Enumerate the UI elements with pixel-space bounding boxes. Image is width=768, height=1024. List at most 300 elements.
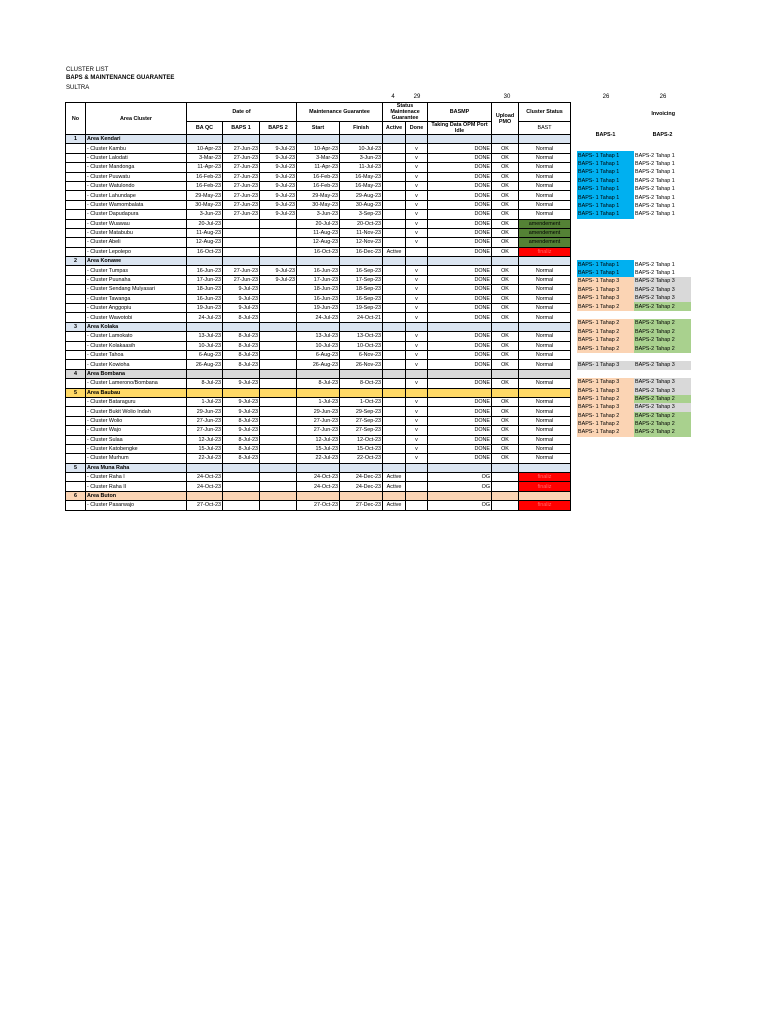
cell-baps1: 27-Jun-23 bbox=[223, 181, 260, 190]
cell-inv-baps2: BAPS-2 Tahap 3 bbox=[634, 386, 691, 394]
cell-ba-qc: 29-Jun-23 bbox=[187, 407, 223, 416]
cell-start: 24-Oct-23 bbox=[297, 473, 340, 482]
cell-ba-qc: 30-May-23 bbox=[187, 200, 223, 209]
cell-cluster-name: - Cluster Anggopiu bbox=[86, 304, 187, 313]
cell-baps1: 8-Jul-23 bbox=[223, 360, 260, 369]
inv-row bbox=[577, 344, 691, 352]
cell-inv-baps1: BAPS- 1 Tahap 2 bbox=[577, 328, 634, 336]
cell-basmp: DONE bbox=[428, 200, 492, 209]
cluster-table bbox=[65, 102, 571, 511]
cell-upload: OK bbox=[492, 191, 519, 200]
cell-done: v bbox=[406, 210, 428, 219]
cell-cluster-name: - Cluster Pasarwajo bbox=[86, 501, 187, 510]
cell-baps1 bbox=[223, 228, 260, 237]
cluster-row bbox=[66, 219, 571, 228]
cluster-row bbox=[66, 313, 571, 322]
cell-basmp: DONE bbox=[428, 238, 492, 247]
cell-done: v bbox=[406, 360, 428, 369]
cell-status: Normal bbox=[519, 379, 571, 388]
cell-finish: 30-Aug-23 bbox=[340, 200, 383, 209]
cell-no bbox=[66, 397, 86, 406]
cell-upload: OK bbox=[492, 379, 519, 388]
cell-active: Active bbox=[383, 501, 406, 510]
cluster-row bbox=[66, 294, 571, 303]
cell-basmp: DONE bbox=[428, 294, 492, 303]
cell-ba-qc: 11-Apr-23 bbox=[187, 163, 223, 172]
cell-upload: OK bbox=[492, 266, 519, 275]
cell-no bbox=[66, 482, 86, 491]
cell-basmp: DONE bbox=[428, 275, 492, 284]
cell-start: 16-Jun-23 bbox=[297, 266, 340, 275]
cell-active bbox=[383, 210, 406, 219]
cell-baps1: 8-Jul-23 bbox=[223, 444, 260, 453]
cell-finish: 22-Oct-23 bbox=[340, 454, 383, 463]
inv-spacer-row bbox=[577, 252, 691, 260]
cluster-row bbox=[66, 238, 571, 247]
cell-baps1: 9-Jul-23 bbox=[223, 397, 260, 406]
cell-status: Normal bbox=[519, 341, 571, 350]
cell-ba-qc: 12-Aug-23 bbox=[187, 238, 223, 247]
cell-start: 29-Jun-23 bbox=[297, 407, 340, 416]
cell-cluster-name: - Cluster Lepolepo bbox=[86, 247, 187, 256]
cell-done: v bbox=[406, 285, 428, 294]
cell-ba-qc: 24-Jul-23 bbox=[187, 313, 223, 322]
cell-cluster-name: - Cluster Wawotobi bbox=[86, 313, 187, 322]
cell-cluster-name: - Cluster Murhum bbox=[86, 454, 187, 463]
cell-inv-baps1 bbox=[577, 235, 634, 243]
cell-inv-baps1: BAPS- 1 Tahap 1 bbox=[577, 269, 634, 277]
inv-row bbox=[577, 403, 691, 411]
cell-start: 24-Jul-23 bbox=[297, 313, 340, 322]
cell-baps1 bbox=[223, 482, 260, 491]
cell-cluster-name: - Cluster Wuawau bbox=[86, 219, 187, 228]
cell-inv-baps1: BAPS- 1 Tahap 2 bbox=[577, 420, 634, 428]
cell-cluster-name: - Cluster Bukit Wolio Indah bbox=[86, 407, 187, 416]
cell-done: v bbox=[406, 153, 428, 162]
cluster-row bbox=[66, 426, 571, 435]
cluster-row bbox=[66, 473, 571, 482]
cell-finish: 8-Oct-23 bbox=[340, 379, 383, 388]
cell-basmp: DONE bbox=[428, 444, 492, 453]
cell-upload: OK bbox=[492, 200, 519, 209]
cluster-row bbox=[66, 247, 571, 256]
cell-no bbox=[66, 144, 86, 153]
cell-upload: OK bbox=[492, 454, 519, 463]
cell-baps1: 8-Jul-23 bbox=[223, 454, 260, 463]
cell-done: v bbox=[406, 416, 428, 425]
cell-baps1: 9-Jul-23 bbox=[223, 426, 260, 435]
cluster-row bbox=[66, 200, 571, 209]
cell-baps1: 27-Jun-23 bbox=[223, 163, 260, 172]
cell-basmp: DONE bbox=[428, 163, 492, 172]
cell-baps2 bbox=[260, 247, 297, 256]
cell-inv-baps1: BAPS- 1 Tahap 1 bbox=[577, 260, 634, 268]
cell-inv-baps1: BAPS- 1 Tahap 3 bbox=[577, 378, 634, 386]
doc-title-cluster-list: CLUSTER LIST bbox=[66, 67, 109, 73]
cell-baps1: 8-Jul-23 bbox=[223, 435, 260, 444]
cell-inv-baps2: BAPS-2 Tahap 1 bbox=[635, 160, 675, 167]
inv-row bbox=[577, 151, 691, 159]
cell-inv-baps1 bbox=[577, 445, 634, 453]
cell-finish: 16-Sep-23 bbox=[340, 294, 383, 303]
cell-active bbox=[383, 163, 406, 172]
cell-upload: OK bbox=[492, 397, 519, 406]
cell-start: 16-Jun-23 bbox=[297, 294, 340, 303]
cell-status: Normal bbox=[519, 163, 571, 172]
inv-row bbox=[577, 210, 691, 218]
cell-status: finaliz bbox=[519, 501, 571, 510]
cell-basmp: OG bbox=[428, 501, 492, 510]
cell-status: Normal bbox=[519, 144, 571, 153]
cluster-row bbox=[66, 482, 571, 491]
cell-baps2 bbox=[260, 454, 297, 463]
cell-status: finaliz bbox=[519, 247, 571, 256]
area-row bbox=[66, 257, 571, 266]
cell-ba-qc: 27-Oct-23 bbox=[187, 501, 223, 510]
cell-inv-baps2: BAPS-2 Tahap 1 bbox=[635, 186, 675, 193]
cell-finish: 24-Oct-21 bbox=[340, 313, 383, 322]
cluster-row bbox=[66, 332, 571, 341]
doc-title-baps: BAPS & MAINTENANCE GUARANTEE bbox=[66, 75, 175, 81]
cell-upload: OK bbox=[492, 416, 519, 425]
cell-finish: 1-Oct-23 bbox=[340, 397, 383, 406]
cell-inv-baps2: BAPS-2 Tahap 2 bbox=[634, 336, 691, 344]
cell-basmp: DONE bbox=[428, 360, 492, 369]
cell-finish: 13-Oct-23 bbox=[340, 332, 383, 341]
invoicing-table bbox=[577, 102, 691, 479]
count-baps2: 26 bbox=[659, 94, 667, 100]
cell-no bbox=[66, 153, 86, 162]
col-start: Start bbox=[297, 122, 340, 135]
cell-baps2 bbox=[260, 379, 297, 388]
cell-upload bbox=[492, 501, 519, 510]
cell-inv-baps1: BAPS- 1 Tahap 1 bbox=[577, 202, 634, 210]
cell-cluster-name: - Cluster Matabubu bbox=[86, 228, 187, 237]
cell-baps1: 27-Jun-23 bbox=[223, 266, 260, 275]
cell-cluster-name: - Cluster Lahundape bbox=[86, 191, 187, 200]
cell-inv-baps1: BAPS- 1 Tahap 2 bbox=[577, 336, 634, 344]
cell-active bbox=[383, 285, 406, 294]
cell-cluster-name: - Cluster Abeli bbox=[86, 238, 187, 247]
cell-baps1: 8-Jul-23 bbox=[223, 350, 260, 359]
cell-no bbox=[66, 473, 86, 482]
cell-done: v bbox=[406, 332, 428, 341]
cell-finish: 26-Nov-23 bbox=[340, 360, 383, 369]
cell-inv-baps2: BAPS-2 Tahap 2 bbox=[634, 328, 691, 336]
cell-done: v bbox=[406, 313, 428, 322]
col-finish: Finish bbox=[340, 122, 383, 135]
cell-no bbox=[66, 426, 86, 435]
cell-inv-baps2: BAPS-2 Tahap 1 bbox=[635, 211, 675, 218]
cell-done: v bbox=[406, 294, 428, 303]
area-no: 5 bbox=[66, 388, 86, 397]
cell-no bbox=[66, 379, 86, 388]
cell-cluster-name: - Cluster Wamombalata bbox=[86, 200, 187, 209]
cell-inv-baps2: BAPS-2 Tahap 3 bbox=[634, 286, 691, 294]
cell-status: Normal bbox=[519, 294, 571, 303]
cell-start: 22-Jul-23 bbox=[297, 454, 340, 463]
area-name: Area Kendari bbox=[86, 135, 187, 144]
cell-active bbox=[383, 153, 406, 162]
cell-cluster-name: - Cluster Sendang Mulyasari bbox=[86, 285, 187, 294]
cell-start: 16-Feb-23 bbox=[297, 181, 340, 190]
cell-baps2: 9-Jul-23 bbox=[260, 200, 297, 209]
cell-upload: OK bbox=[492, 172, 519, 181]
cell-start: 26-Aug-23 bbox=[297, 360, 340, 369]
cell-no bbox=[66, 210, 86, 219]
col-inv-baps1: BAPS-1 bbox=[595, 131, 616, 138]
inv-row bbox=[577, 269, 691, 277]
cell-upload: OK bbox=[492, 153, 519, 162]
cell-cluster-name: - Cluster Raha I bbox=[86, 473, 187, 482]
cell-upload: OK bbox=[492, 350, 519, 359]
cell-upload: OK bbox=[492, 228, 519, 237]
cell-upload: OK bbox=[492, 285, 519, 294]
cell-status: Normal bbox=[519, 304, 571, 313]
cell-inv-baps1: BAPS- 1 Tahap 2 bbox=[577, 412, 634, 420]
cell-active bbox=[383, 454, 406, 463]
cell-inv-baps2: BAPS-2 Tahap 1 bbox=[635, 202, 675, 209]
inv-row bbox=[577, 336, 691, 344]
col-baps2: BAPS 2 bbox=[260, 122, 297, 135]
cell-upload: OK bbox=[492, 144, 519, 153]
cell-inv-baps1: BAPS- 1 Tahap 1 bbox=[577, 160, 634, 168]
cell-baps2: 9-Jul-23 bbox=[260, 266, 297, 275]
cell-upload: OK bbox=[492, 304, 519, 313]
cell-ba-qc: 27-Jun-23 bbox=[187, 426, 223, 435]
cell-start: 11-Apr-23 bbox=[297, 163, 340, 172]
cell-basmp: DONE bbox=[428, 172, 492, 181]
col-status-mg: Status Maintenace Guarantee bbox=[383, 103, 428, 122]
cell-active bbox=[383, 219, 406, 228]
cell-ba-qc: 19-Jun-23 bbox=[187, 304, 223, 313]
cell-done: v bbox=[406, 238, 428, 247]
inv-row bbox=[577, 286, 691, 294]
cluster-row bbox=[66, 153, 571, 162]
cell-done: v bbox=[406, 426, 428, 435]
cell-done: v bbox=[406, 397, 428, 406]
cell-start: 27-Jun-23 bbox=[297, 416, 340, 425]
cell-ba-qc: 12-Jul-23 bbox=[187, 435, 223, 444]
area-no: 6 bbox=[66, 491, 86, 500]
cell-status: Normal bbox=[519, 200, 571, 209]
area-no: 4 bbox=[66, 369, 86, 378]
cell-inv-baps1: BAPS- 1 Tahap 1 bbox=[577, 168, 634, 176]
cell-status: Normal bbox=[519, 266, 571, 275]
cell-basmp: DONE bbox=[428, 397, 492, 406]
cell-ba-qc: 16-Feb-23 bbox=[187, 172, 223, 181]
cell-inv-baps1 bbox=[577, 453, 634, 461]
cell-inv-baps2: BAPS-2 Tahap 2 bbox=[634, 412, 691, 420]
area-no: 1 bbox=[66, 135, 86, 144]
cell-no bbox=[66, 191, 86, 200]
cluster-row bbox=[66, 407, 571, 416]
cell-inv-baps1 bbox=[577, 219, 634, 227]
cell-active: Active bbox=[383, 247, 406, 256]
inv-spacer-row bbox=[577, 143, 691, 151]
col-inv-baps2: BAPS-2 bbox=[652, 131, 673, 138]
cell-baps1: 27-Jun-23 bbox=[223, 275, 260, 284]
cell-basmp: DONE bbox=[428, 181, 492, 190]
cell-status: amendement bbox=[519, 219, 571, 228]
inv-row bbox=[577, 412, 691, 420]
cell-active bbox=[383, 379, 406, 388]
cell-basmp: DONE bbox=[428, 247, 492, 256]
cell-upload: OK bbox=[492, 163, 519, 172]
cell-status: Normal bbox=[519, 416, 571, 425]
inv-row bbox=[577, 445, 691, 453]
area-row bbox=[66, 491, 571, 500]
cell-inv-baps2: BAPS-2 Tahap 1 bbox=[635, 261, 675, 268]
cell-done bbox=[406, 501, 428, 510]
cell-no bbox=[66, 266, 86, 275]
cell-status: Normal bbox=[519, 275, 571, 284]
cell-finish: 16-Dec-23 bbox=[340, 247, 383, 256]
cell-ba-qc: 18-Jun-23 bbox=[187, 285, 223, 294]
cell-done: v bbox=[406, 444, 428, 453]
cell-cluster-name: - Cluster Lamokato bbox=[86, 332, 187, 341]
cell-inv-baps1: BAPS- 1 Tahap 1 bbox=[577, 177, 634, 185]
cell-active bbox=[383, 350, 406, 359]
cell-start: 10-Jul-23 bbox=[297, 341, 340, 350]
cell-inv-baps2 bbox=[634, 227, 691, 235]
cell-cluster-name: - Cluster Katobengke bbox=[86, 444, 187, 453]
cell-finish: 3-Jun-23 bbox=[340, 153, 383, 162]
cell-upload: OK bbox=[492, 275, 519, 284]
cell-baps2 bbox=[260, 341, 297, 350]
col-taking-data: Taking Data OPM Port Idle bbox=[428, 122, 492, 135]
cluster-row bbox=[66, 181, 571, 190]
cell-ba-qc: 1-Jul-23 bbox=[187, 397, 223, 406]
cluster-row bbox=[66, 379, 571, 388]
inv-row bbox=[577, 227, 691, 235]
inv-row bbox=[577, 219, 691, 227]
cell-done: v bbox=[406, 435, 428, 444]
inv-row bbox=[577, 470, 691, 478]
cell-inv-baps1: BAPS- 1 Tahap 2 bbox=[577, 319, 634, 327]
cell-ba-qc: 8-Jul-23 bbox=[187, 379, 223, 388]
cell-no bbox=[66, 172, 86, 181]
cell-finish: 12-Nov-23 bbox=[340, 238, 383, 247]
cell-done: v bbox=[406, 172, 428, 181]
cell-basmp: DONE bbox=[428, 379, 492, 388]
cell-basmp: DONE bbox=[428, 304, 492, 313]
cell-cluster-name: - Cluster Tawanga bbox=[86, 294, 187, 303]
cell-done: v bbox=[406, 379, 428, 388]
cell-done: v bbox=[406, 219, 428, 228]
cell-start: 27-Oct-23 bbox=[297, 501, 340, 510]
col-invoicing: Invoicing bbox=[651, 111, 676, 117]
cell-inv-baps1: BAPS- 1 Tahap 3 bbox=[577, 403, 634, 411]
cell-finish: 27-Dec-23 bbox=[340, 501, 383, 510]
col-ba-qc: BA QC bbox=[187, 122, 223, 135]
cell-basmp: DONE bbox=[428, 285, 492, 294]
cell-ba-qc: 17-Jun-23 bbox=[187, 275, 223, 284]
cell-no bbox=[66, 332, 86, 341]
cell-done: v bbox=[406, 266, 428, 275]
cell-finish: 19-Sep-23 bbox=[340, 304, 383, 313]
cell-ba-qc: 3-Jun-23 bbox=[187, 210, 223, 219]
cell-no bbox=[66, 501, 86, 510]
inv-row bbox=[577, 378, 691, 386]
cell-baps2 bbox=[260, 482, 297, 491]
cell-ba-qc: 27-Jun-23 bbox=[187, 416, 223, 425]
doc-region: SULTRA bbox=[66, 85, 90, 91]
cell-status: Normal bbox=[519, 397, 571, 406]
count-done: 29 bbox=[413, 94, 421, 100]
inv-row bbox=[577, 319, 691, 327]
cell-baps1: 8-Jul-23 bbox=[223, 341, 260, 350]
cell-active bbox=[383, 407, 406, 416]
cell-upload: OK bbox=[492, 332, 519, 341]
cell-finish: 29-Aug-23 bbox=[340, 191, 383, 200]
cell-done: v bbox=[406, 454, 428, 463]
cell-upload: OK bbox=[492, 426, 519, 435]
cell-status: Normal bbox=[519, 210, 571, 219]
cell-cluster-name: - Cluster Kolakaasih bbox=[86, 341, 187, 350]
cell-cluster-name: - Cluster Raha II bbox=[86, 482, 187, 491]
cell-inv-baps1: BAPS- 1 Tahap 2 bbox=[577, 344, 634, 352]
cell-basmp: DONE bbox=[428, 153, 492, 162]
area-row bbox=[66, 322, 571, 331]
cell-inv-baps2: BAPS-2 Tahap 1 bbox=[635, 152, 675, 159]
cell-inv-baps1: BAPS- 1 Tahap 3 bbox=[577, 361, 634, 369]
inv-row bbox=[577, 420, 691, 428]
cell-start: 16-Oct-23 bbox=[297, 247, 340, 256]
cell-active bbox=[383, 332, 406, 341]
cell-baps1 bbox=[223, 473, 260, 482]
cell-ba-qc: 16-Jun-23 bbox=[187, 266, 223, 275]
cell-done: v bbox=[406, 341, 428, 350]
cell-finish: 27-Sep-23 bbox=[340, 416, 383, 425]
cell-baps2 bbox=[260, 219, 297, 228]
cluster-row bbox=[66, 275, 571, 284]
cell-finish: 11-Jul-23 bbox=[340, 163, 383, 172]
cell-basmp: DONE bbox=[428, 454, 492, 463]
col-no: No bbox=[66, 103, 86, 135]
cell-active bbox=[383, 200, 406, 209]
cell-start: 1-Jul-23 bbox=[297, 397, 340, 406]
inv-row bbox=[577, 386, 691, 394]
cell-basmp: OG bbox=[428, 482, 492, 491]
cell-finish: 10-Jul-23 bbox=[340, 144, 383, 153]
cell-finish: 11-Nov-23 bbox=[340, 228, 383, 237]
cell-baps2 bbox=[260, 397, 297, 406]
cell-done: v bbox=[406, 407, 428, 416]
cell-inv-baps1: BAPS- 1 Tahap 2 bbox=[577, 395, 634, 403]
cluster-row bbox=[66, 285, 571, 294]
cell-inv-baps1 bbox=[577, 244, 634, 252]
cell-upload: OK bbox=[492, 247, 519, 256]
count-baps1: 26 bbox=[602, 94, 610, 100]
cluster-row bbox=[66, 341, 571, 350]
cell-basmp: DONE bbox=[428, 350, 492, 359]
inv-row bbox=[577, 395, 691, 403]
cell-cluster-name: - Cluster Kambu bbox=[86, 144, 187, 153]
cell-cluster-name: - Cluster Tumpas bbox=[86, 266, 187, 275]
inv-row bbox=[577, 294, 691, 302]
inv-row bbox=[577, 168, 691, 176]
area-name: Area Baubau bbox=[86, 388, 187, 397]
col-done: Done bbox=[406, 122, 428, 135]
cluster-row bbox=[66, 435, 571, 444]
cell-inv-baps2 bbox=[634, 244, 691, 252]
cell-inv-baps2: BAPS-2 Tahap 1 bbox=[635, 194, 675, 201]
cell-ba-qc: 16-Oct-23 bbox=[187, 247, 223, 256]
cell-cluster-name: - Cluster Mandonga bbox=[86, 163, 187, 172]
cell-status: finaliz bbox=[519, 482, 571, 491]
cluster-row bbox=[66, 163, 571, 172]
